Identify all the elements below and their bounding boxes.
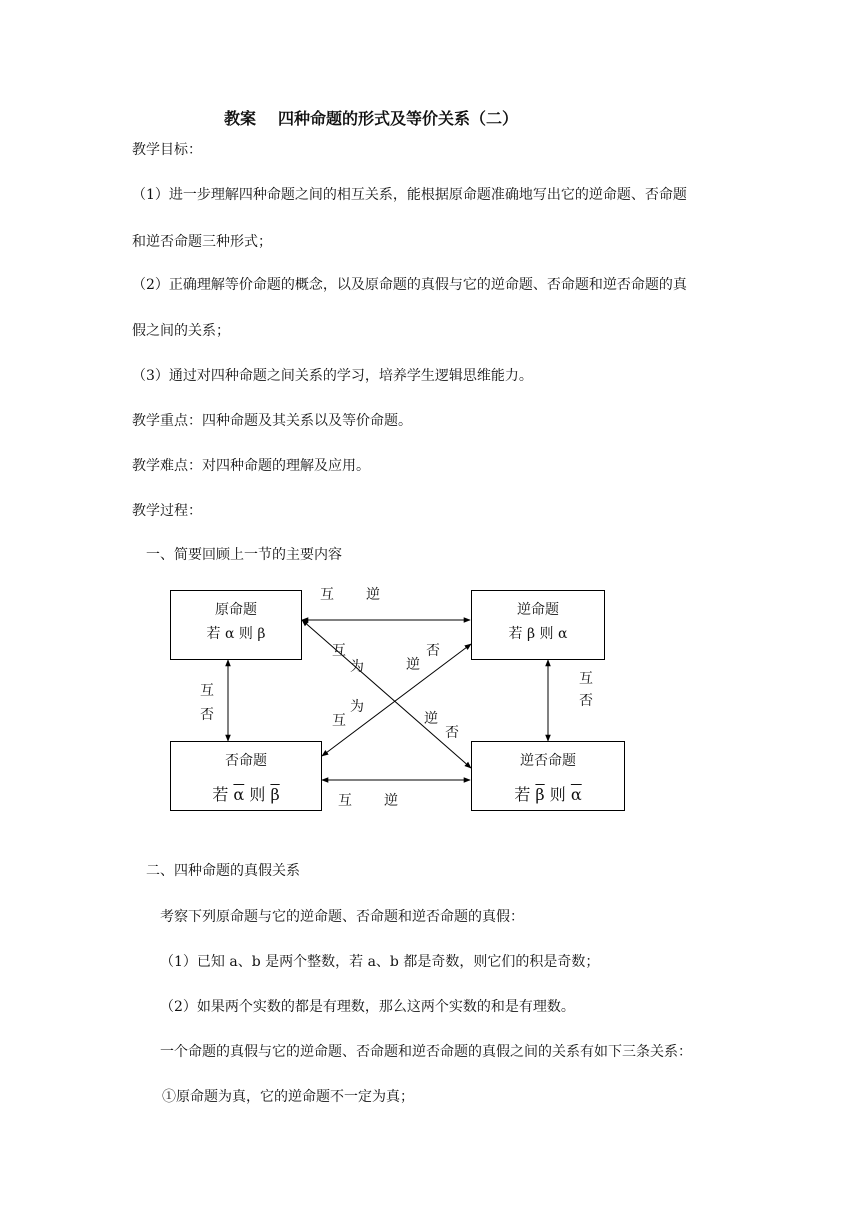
label-right-fou: 否 — [579, 693, 593, 709]
key-point: 教学重点：四种命题及其关系以及等价命题。 — [132, 413, 412, 429]
box-original — [170, 590, 302, 660]
relation-1: ①原命题为真，它的逆命题不一定为真； — [162, 1089, 414, 1105]
inverse-form: 若 $\overline{\alpha}$ 则 $\overline{\beta}$ — [212, 785, 280, 804]
label-diag-wei-1: 为 — [350, 659, 364, 675]
converse-title: 逆命题 — [517, 602, 559, 618]
relation-intro: 一个命题的真假与它的逆命题、否命题和逆否命题的真假之间的关系有如下三条关系： — [160, 1044, 692, 1060]
objective-1-line-1: （1）进一步理解四种命题之间的相互关系，能根据原命题准确地写出它的逆命题、否命题 — [132, 187, 687, 203]
section-2-heading: 二、四种命题的真假关系 — [146, 863, 300, 879]
example-1: （1）已知 a、b 是两个整数，若 a、b 都是奇数，则它们的积是奇数； — [160, 954, 600, 970]
label-diag-ni-1: 逆 — [406, 657, 420, 673]
label-diag-hu-1: 互 — [332, 643, 346, 659]
label-left-hu: 互 — [200, 683, 214, 699]
label-diag-wei-2: 为 — [350, 699, 364, 715]
label-diag-ni-2: 逆 — [424, 711, 438, 727]
objective-2-line-2: 假之间的关系； — [132, 323, 230, 339]
page-title — [224, 106, 518, 129]
title-main: 四种命题的形式及等价关系（二） — [278, 109, 519, 128]
objective-2-line-1: （2）正确理解等价命题的概念，以及原命题的真假与它的逆命题、否命题和逆否命题的真 — [132, 277, 687, 293]
arrow-contrapositive-1 — [302, 620, 471, 768]
label-top-ni: 逆 — [366, 587, 380, 603]
objectives-heading: 教学目标： — [132, 142, 202, 158]
label-left-fou: 否 — [200, 707, 214, 723]
alpha-bar: $\overline{\alpha}$ — [233, 785, 245, 804]
objective-1-line-2: 和逆否命题三种形式； — [132, 234, 272, 250]
difficulty: 教学难点：对四种命题的理解及应用。 — [132, 458, 370, 474]
title-prefix: 教案 — [224, 109, 257, 128]
example-2: （2）如果两个实数的都是有理数，那么这两个实数的和是有理数。 — [160, 999, 575, 1015]
contrapositive-form: 若 $\overline{\beta}$ 则 $\overline{\alpha}$ — [514, 785, 582, 804]
proposition-relation-diagram — [160, 578, 640, 818]
label-diag-hu-2: 互 — [332, 713, 346, 729]
section-1-heading: 一、简要回顾上一节的主要内容 — [146, 547, 342, 563]
label-bottom-hu: 互 — [338, 793, 352, 809]
inverse-title: 否命题 — [225, 753, 267, 769]
contrapositive-title: 逆否命题 — [520, 753, 576, 769]
label-diag-fou-1: 否 — [426, 643, 440, 659]
section-2-intro: 考察下列原命题与它的逆命题、否命题和逆否命题的真假： — [160, 909, 524, 925]
alpha-bar: $\overline{\alpha}$ — [570, 785, 582, 804]
box-inverse — [170, 741, 322, 811]
original-title: 原命题 — [215, 602, 257, 618]
box-converse — [471, 590, 605, 660]
label-diag-fou-2: 否 — [445, 725, 459, 741]
beta-bar: $\overline{\beta}$ — [270, 785, 280, 804]
label-top-hu: 互 — [320, 587, 334, 603]
converse-form: 若 β 则 α — [508, 626, 568, 642]
process-heading: 教学过程： — [132, 503, 202, 519]
objective-3: （3）通过对四种命题之间关系的学习，培养学生逻辑思维能力。 — [132, 368, 533, 384]
original-form: 若 α 则 β — [206, 626, 266, 642]
beta-bar: $\overline{\beta}$ — [535, 785, 545, 804]
label-bottom-ni: 逆 — [384, 793, 398, 809]
box-contrapositive — [471, 741, 625, 811]
label-right-hu: 互 — [579, 671, 593, 687]
